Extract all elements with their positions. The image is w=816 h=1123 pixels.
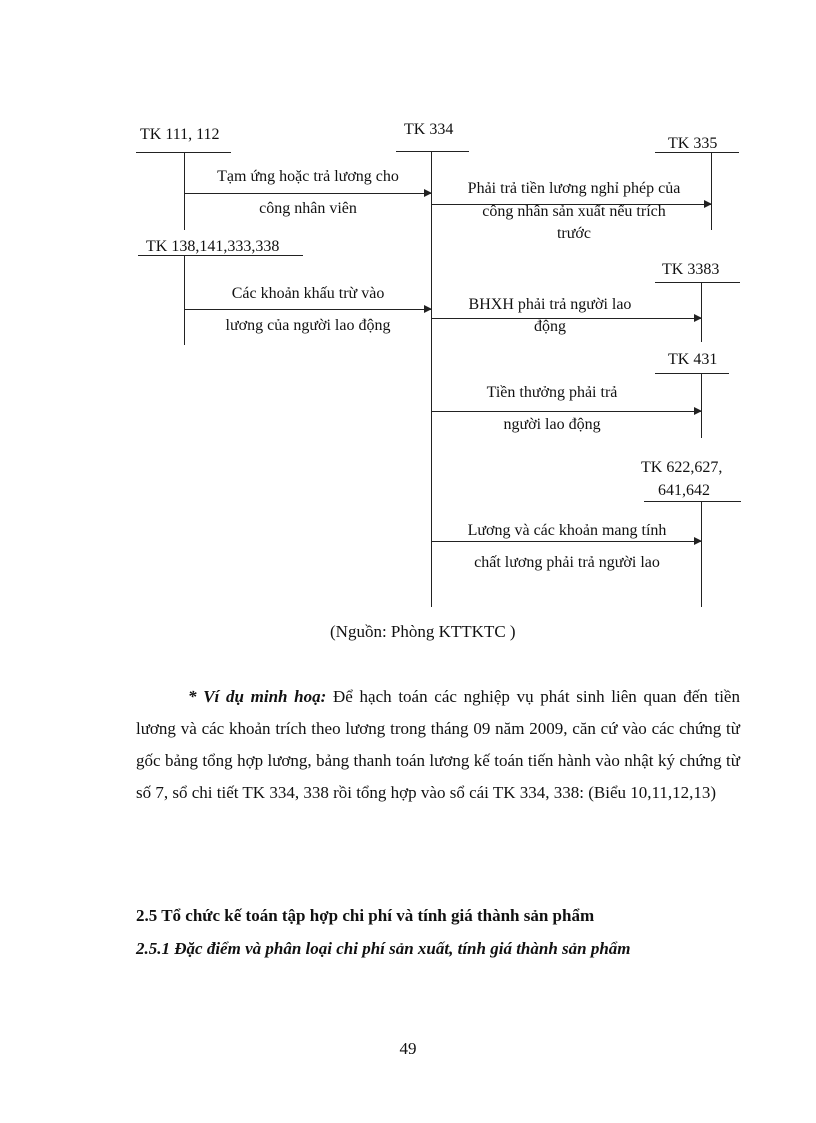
arrow-bonus (432, 411, 701, 412)
arrow-advance-label-2: công nhân viên (259, 200, 357, 217)
arrow-leave-label-3: trước (556, 225, 591, 242)
arrow-wage-label-1: Lương và các khoản mang tính (467, 522, 667, 539)
section-heading-2-5-1: 2.5.1 Đặc điểm và phân loại chi phí sản xuất, tính giá thành sản phẩm (136, 939, 631, 958)
account-tk335-underline (655, 152, 739, 153)
account-tk138-underline (138, 255, 303, 256)
account-tk334-axis (431, 151, 432, 607)
example-lead: * Ví dụ minh hoạ: (188, 687, 327, 706)
account-tk138: TK 138,141,333,338 (146, 238, 280, 255)
arrow-advance-label-1: Tạm ứng hoặc trả lương cho (217, 168, 399, 185)
arrow-leave-label-1: Phải trả tiền lương nghỉ phép của (467, 180, 681, 197)
account-tk622-line2: 641,642 (658, 482, 710, 499)
account-tk335: TK 335 (668, 135, 718, 152)
arrow-deduct-label-2: lương của người lao động (225, 317, 391, 334)
example-paragraph (136, 681, 740, 809)
account-tk622-axis (701, 501, 702, 607)
account-tk334: TK 334 (404, 121, 454, 138)
arrow-bhxh-label-1: BHXH phải trả người lao (468, 296, 632, 313)
account-tk622-underline (644, 501, 741, 502)
arrow-bonus-label-1: Tiền thưởng phải trả (486, 384, 618, 401)
account-tk3383-underline (655, 282, 740, 283)
arrow-leave-label-2: công nhân sản xuất nếu trích (482, 203, 666, 220)
diagram-source: (Nguồn: Phòng KTTKTC ) (330, 622, 516, 641)
arrow-deduct-label-1: Các khoản khấu trừ vào (231, 285, 385, 302)
account-tk431: TK 431 (668, 351, 718, 368)
account-tk334-underline (396, 151, 469, 152)
account-tk111-112: TK 111, 112 (140, 126, 220, 143)
arrow-bhxh-label-2: động (534, 318, 566, 335)
arrow-wage (432, 541, 701, 542)
account-tk111-axis (184, 152, 185, 230)
arrow-advance (184, 193, 431, 194)
page-number: 49 (399, 1039, 417, 1058)
account-tk3383: TK 3383 (662, 261, 720, 278)
arrow-wage-label-2: chất lương phải trả người lao (474, 554, 660, 571)
account-tk3383-axis (701, 282, 702, 342)
account-tk431-underline (655, 373, 729, 374)
arrow-deduct (184, 309, 431, 310)
example-text: Để hạch toán các nghiệp vụ phát sinh liên quan đến tiền lương và các khoản trích theo lương trong tháng 09 năm 2009, căn cứ vào các chứng từ gốc bảng tổng hợp lương, bảng thanh toán lương kế toán tiến hành vào nhật ký chứng từ số 7, sổ chi tiết TK 334, 338 rồi tổng hợp vào sổ cái TK 334, 338: (Biểu 10,11,12,13) (136, 687, 740, 802)
account-tk622-line1: TK 622,627, (641, 459, 723, 476)
account-tk431-axis (701, 373, 702, 438)
arrow-bonus-label-2: người lao động (503, 416, 601, 433)
account-tk138-axis (184, 255, 185, 345)
section-heading-2-5: 2.5 Tổ chức kế toán tập hợp chi phí và tính giá thành sản phẩm (136, 906, 595, 925)
